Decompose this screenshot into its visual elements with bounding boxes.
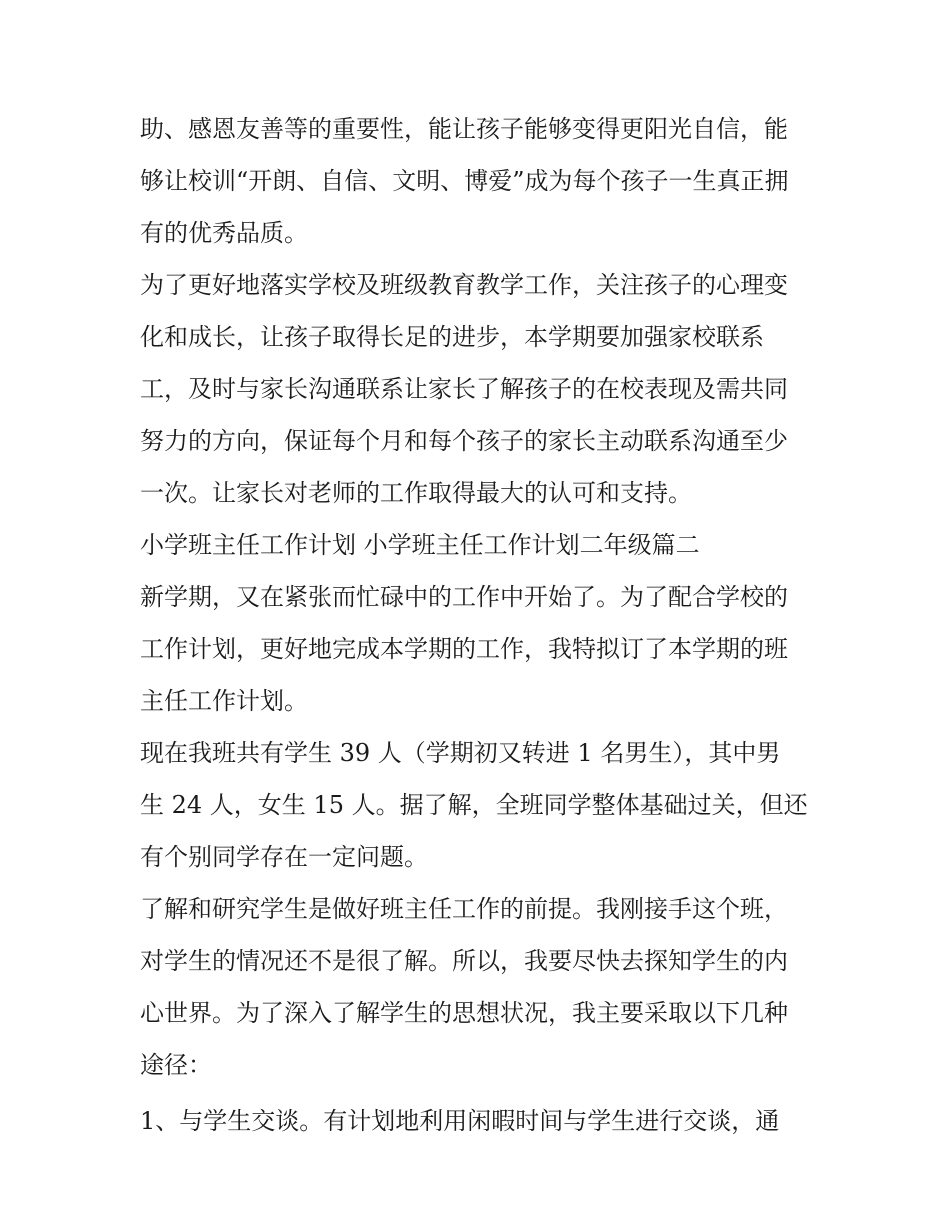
text-line: 工，及时与家长沟通联系让家长了解孩子的在校表现及需共同 (140, 375, 788, 403)
section-heading: 小学班主任工作计划 小学班主任工作计划二年级篇二 (140, 531, 700, 559)
text-line: 化和成长，让孩子取得长足的进步，本学期要加强家校联系 (140, 323, 764, 351)
text-line: 对学生的情况还不是很了解。所以，我要尽快去探知学生的内 (140, 947, 788, 975)
text-line: 生 24 人，女生 15 人。据了解，全班同学整体基础过关，但还 (140, 791, 808, 819)
text-line: 心世界。为了深入了解学生的思想状况，我主要采取以下几种 (140, 999, 788, 1027)
text-line: 途径： (140, 1051, 212, 1079)
text-line: 有的优秀品质。 (140, 219, 308, 247)
text-line: 1、与学生交谈。有计划地利用闲暇时间与学生进行交谈，通 (140, 1107, 780, 1135)
text-line: 主任工作计划。 (140, 687, 308, 715)
text-line: 努力的方向，保证每个月和每个孩子的家长主动联系沟通至少 (140, 427, 788, 455)
document-body (140, 103, 820, 1147)
text-line: 新学期，又在紧张而忙碌中的工作中开始了。为了配合学校的 (140, 583, 788, 611)
text-line: 了解和研究学生是做好班主任工作的前提。我刚接手这个班， (140, 895, 788, 923)
text-line: 有个别同学存在一定问题。 (140, 843, 428, 871)
text-line: 一次。让家长对老师的工作取得最大的认可和支持。 (140, 479, 692, 507)
text-line: 助、感恩友善等的重要性，能让孩子能够变得更阳光自信，能 (140, 115, 788, 143)
text-line: 现在我班共有学生 39 人（学期初又转进 1 名男生），其中男 (140, 739, 781, 767)
text-line: 为了更好地落实学校及班级教育教学工作，关注孩子的心理变 (140, 271, 788, 299)
text-line: 工作计划，更好地完成本学期的工作，我特拟订了本学期的班 (140, 635, 788, 663)
text-line: 够让校训“开朗、自信、文明、博爱”成为每个孩子一生真正拥 (140, 167, 789, 195)
